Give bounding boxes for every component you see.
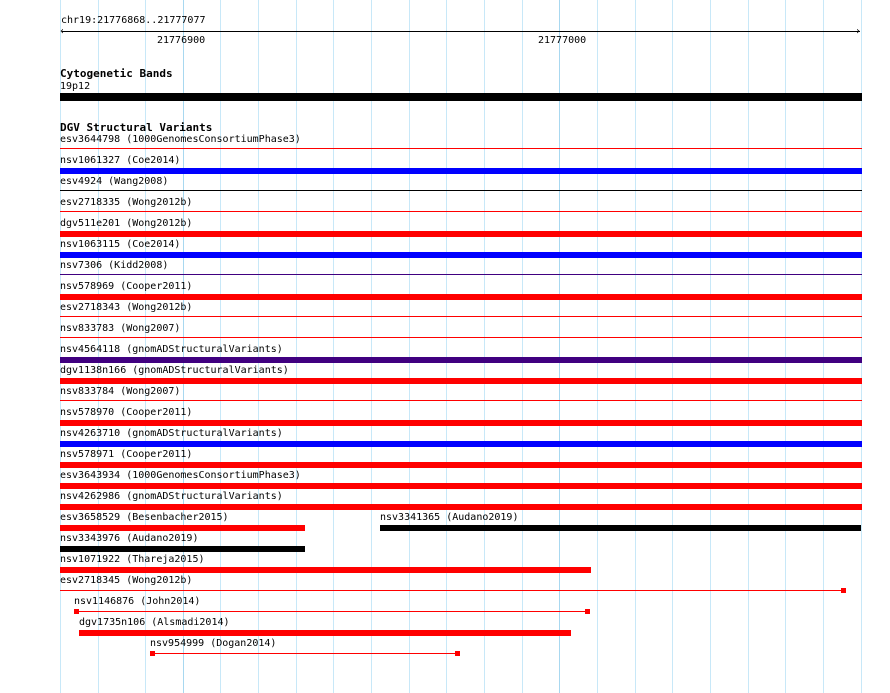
feature-label[interactable]: nsv578971 (Cooper2011) <box>60 449 193 460</box>
feature-label[interactable]: esv2718335 (Wong2012b) <box>60 197 193 208</box>
feature-label[interactable]: dgv1735n106 (Alsmadi2014) <box>79 617 230 628</box>
feature-label[interactable]: nsv954999 (Dogan2014) <box>150 638 277 649</box>
feature-bar[interactable] <box>60 378 862 384</box>
feature-label[interactable]: nsv7306 (Kidd2008) <box>60 260 169 271</box>
feature-label[interactable]: esv4924 (Wang2008) <box>60 176 169 187</box>
feature-label[interactable]: nsv578970 (Cooper2011) <box>60 407 193 418</box>
feature-bar[interactable] <box>60 525 305 531</box>
feature-label[interactable]: nsv4262986 (gnomADStructuralVariants) <box>60 491 283 502</box>
feature-label[interactable]: nsv578969 (Cooper2011) <box>60 281 193 292</box>
ruler-location: chr19:21776868..21777077 <box>61 15 206 26</box>
feature-label[interactable]: nsv4263710 (gnomADStructuralVariants) <box>60 428 283 439</box>
feature-label[interactable]: nsv3341365 (Audano2019) <box>380 512 519 523</box>
feature-bar[interactable] <box>60 504 862 510</box>
feature-end-marker[interactable] <box>841 588 846 593</box>
feature-end-marker[interactable] <box>74 609 79 614</box>
feature-label[interactable]: dgv1138n166 (gnomADStructuralVariants) <box>60 365 289 376</box>
feature-bar[interactable] <box>60 316 862 317</box>
feature-label[interactable]: nsv1061327 (Coe2014) <box>60 155 181 166</box>
feature-label[interactable]: esv3643934 (1000GenomesConsortiumPhase3) <box>60 470 301 481</box>
feature-label[interactable]: dgv511e201 (Wong2012b) <box>60 218 193 229</box>
feature-label[interactable]: nsv833784 (Wong2007) <box>60 386 181 397</box>
feature-bar[interactable] <box>79 630 571 636</box>
feature-bar[interactable] <box>60 294 862 300</box>
feature-bar[interactable] <box>60 357 862 363</box>
feature-bar[interactable] <box>60 462 862 468</box>
feature-bar[interactable] <box>60 567 591 573</box>
feature-bar[interactable] <box>60 420 862 426</box>
ruler-axis <box>62 31 860 32</box>
feature-bar[interactable] <box>60 337 862 338</box>
feature-label[interactable]: nsv4564118 (gnomADStructuralVariants) <box>60 344 283 355</box>
feature-bar[interactable] <box>380 525 861 531</box>
cytoband-bar[interactable] <box>60 93 862 101</box>
feature-label[interactable]: esv3658529 (Besenbacher2015) <box>60 512 229 523</box>
ruler-tick-label: 21776900 <box>157 35 206 46</box>
feature-bar[interactable] <box>75 611 590 612</box>
ruler-tick-label: 21777000 <box>538 35 587 46</box>
feature-bar[interactable] <box>60 590 846 591</box>
feature-end-marker[interactable] <box>455 651 460 656</box>
feature-bar[interactable] <box>60 211 862 212</box>
feature-label[interactable]: esv3644798 (1000GenomesConsortiumPhase3) <box>60 134 301 145</box>
feature-bar[interactable] <box>60 148 862 149</box>
feature-bar[interactable] <box>60 231 862 237</box>
feature-label[interactable]: nsv3343976 (Audano2019) <box>60 533 199 544</box>
cytoband-track-title[interactable]: Cytogenetic Bands <box>60 67 173 80</box>
dgv-track-title[interactable]: DGV Structural Variants <box>60 121 213 134</box>
feature-end-marker[interactable] <box>150 651 155 656</box>
feature-bar[interactable] <box>60 441 862 447</box>
feature-bar[interactable] <box>60 190 862 191</box>
feature-bar[interactable] <box>60 546 305 552</box>
feature-label[interactable]: nsv1071922 (Thareja2015) <box>60 554 205 565</box>
ruler-left-arrow-icon: ‹ <box>59 26 66 37</box>
feature-bar[interactable] <box>60 483 862 489</box>
cytoband-label[interactable]: 19p12 <box>60 81 91 92</box>
feature-label[interactable]: nsv1146876 (John2014) <box>74 596 201 607</box>
ruler-right-arrow-icon: › <box>855 26 862 37</box>
feature-bar[interactable] <box>60 274 862 275</box>
feature-label[interactable]: esv2718343 (Wong2012b) <box>60 302 193 313</box>
feature-bar[interactable] <box>60 252 862 258</box>
feature-label[interactable]: nsv833783 (Wong2007) <box>60 323 181 334</box>
feature-bar[interactable] <box>60 168 862 174</box>
feature-label[interactable]: nsv1063115 (Coe2014) <box>60 239 181 250</box>
feature-bar[interactable] <box>60 400 862 401</box>
feature-label[interactable]: esv2718345 (Wong2012b) <box>60 575 193 586</box>
feature-bar[interactable] <box>151 653 460 654</box>
feature-end-marker[interactable] <box>585 609 590 614</box>
